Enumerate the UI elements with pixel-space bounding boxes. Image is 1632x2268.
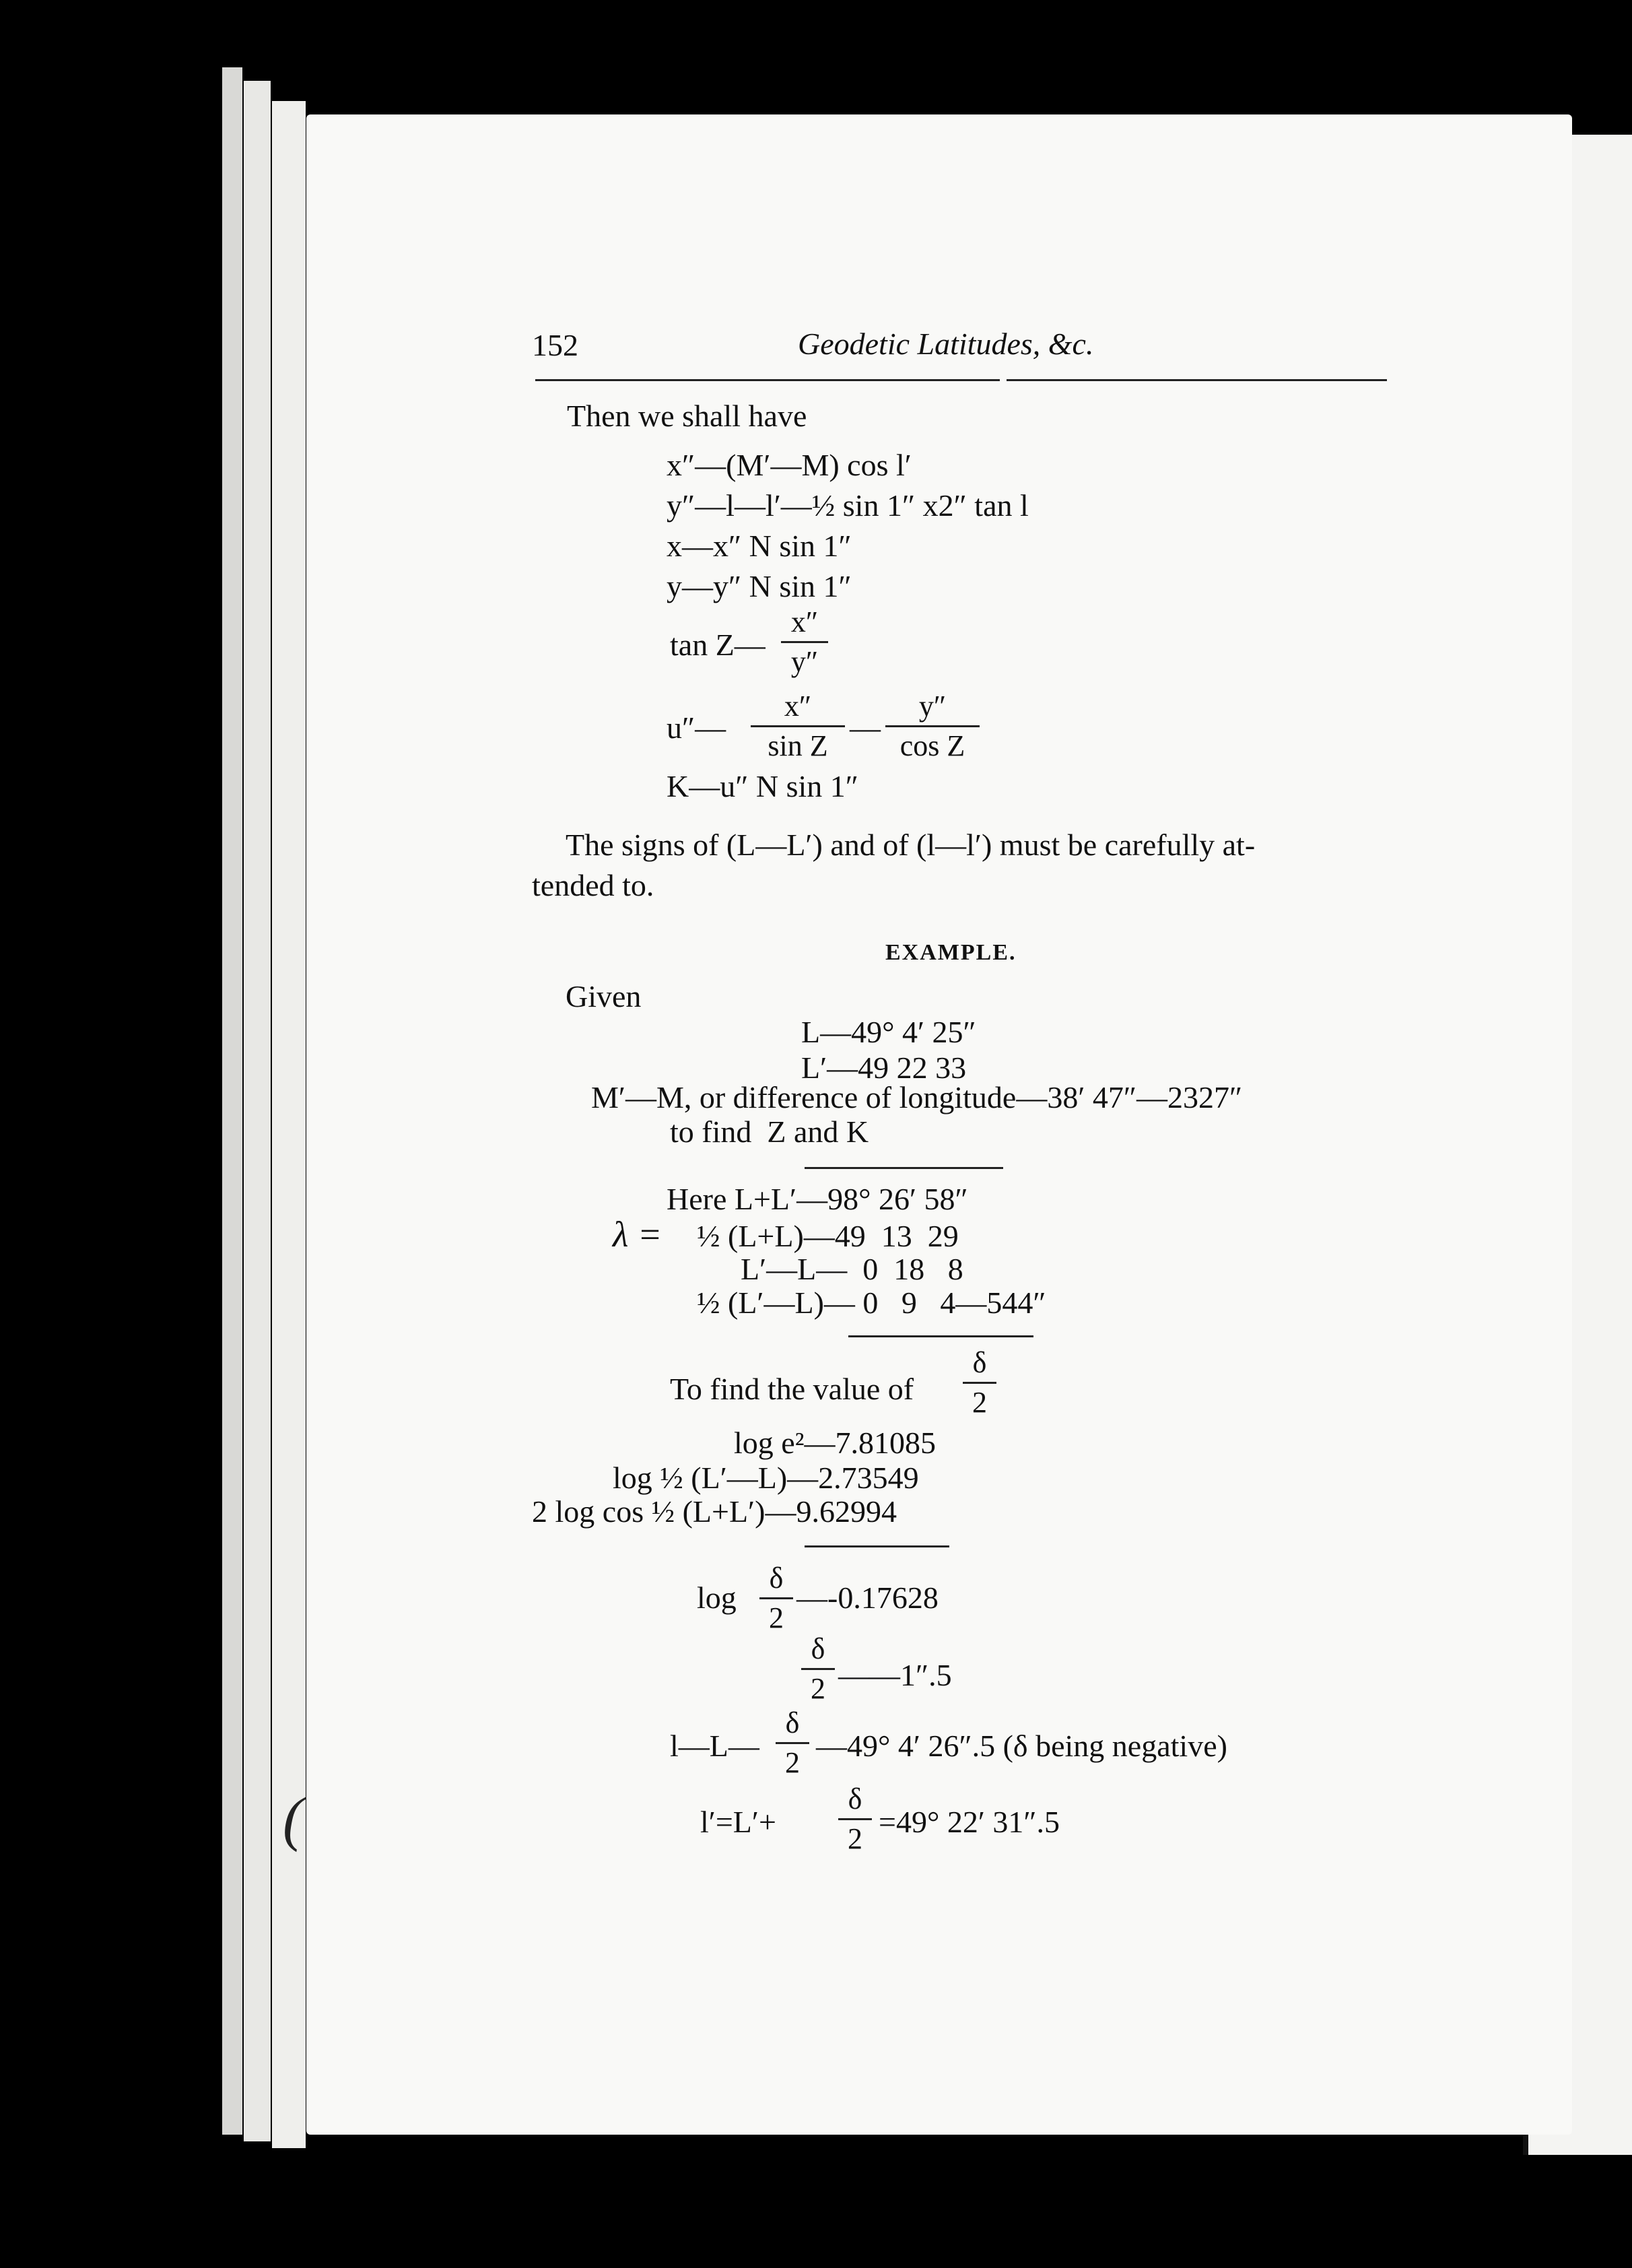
fraction-numerator: δ bbox=[785, 1706, 800, 1739]
formula-k: K—u″ N sin 1″ bbox=[667, 769, 858, 803]
page-number: 152 bbox=[532, 328, 578, 362]
result-4-right: =49° 22′ 31″.5 bbox=[879, 1805, 1060, 1839]
fraction-bar bbox=[751, 725, 845, 727]
fraction-bar bbox=[776, 1742, 809, 1744]
fraction-numerator: δ bbox=[972, 1346, 987, 1379]
fraction-denominator: cos Z bbox=[899, 729, 965, 762]
fraction-tanz bbox=[781, 606, 828, 678]
result-1-right: —-0.17628 bbox=[796, 1580, 939, 1615]
fraction-bar bbox=[963, 1382, 996, 1384]
formula-tanz: tan Z— bbox=[670, 628, 766, 662]
given-L: L—49° 4′ 25″ bbox=[801, 1015, 976, 1049]
header-rule bbox=[1007, 379, 1387, 381]
signs-paragraph: The signs of (L—L′) and of (l—l′) must be carefully at- bbox=[566, 828, 1256, 862]
header-rule bbox=[535, 379, 1000, 381]
given-longitude-diff: M′—M, or difference of longitude—38′ 47″—2327″ bbox=[591, 1080, 1243, 1114]
result-3-left: l—L— bbox=[670, 1729, 759, 1763]
formula-x: x″—(M′—M) cos l′ bbox=[667, 448, 912, 482]
fraction-denominator: 2 bbox=[811, 1672, 825, 1705]
fraction-denominator: 2 bbox=[972, 1386, 987, 1419]
running-title: Geodetic Latitudes, &c. bbox=[798, 327, 1094, 361]
formula-x-small: x—x″ N sin 1″ bbox=[667, 529, 852, 563]
here-line-1: Here L+L′—98° 26′ 58″ bbox=[667, 1182, 968, 1216]
fraction-denominator: y″ bbox=[790, 645, 819, 678]
here-line-2: ½ (L+L)—49 13 29 bbox=[697, 1219, 959, 1253]
fraction-denominator: 2 bbox=[785, 1746, 800, 1779]
fraction-denominator: 2 bbox=[848, 1822, 862, 1855]
fraction-delta bbox=[776, 1707, 809, 1779]
margin-pencil-mark: ( bbox=[283, 1786, 303, 1853]
fraction-numerator: x″ bbox=[784, 690, 812, 723]
example-heading: EXAMPLE. bbox=[885, 940, 1017, 965]
book-edge bbox=[244, 81, 271, 2141]
intro-text: Then we shall have bbox=[567, 399, 807, 433]
section-rule bbox=[805, 1545, 949, 1547]
fraction-delta bbox=[838, 1783, 872, 1855]
fraction-u1 bbox=[751, 690, 845, 762]
result-2-right: ——1″.5 bbox=[838, 1658, 952, 1692]
fraction-delta bbox=[801, 1633, 835, 1705]
signs-paragraph-cont: tended to. bbox=[532, 868, 654, 902]
fraction-numerator: δ bbox=[769, 1562, 784, 1595]
fraction-numerator: δ bbox=[848, 1782, 862, 1815]
fraction-denominator: 2 bbox=[769, 1601, 784, 1634]
fraction-bar bbox=[801, 1668, 835, 1670]
fraction-bar bbox=[885, 725, 980, 727]
result-3-right: —49° 4′ 26″.5 (δ being negative) bbox=[816, 1729, 1227, 1763]
fraction-numerator: y″ bbox=[918, 690, 947, 723]
book-edge bbox=[222, 67, 242, 2135]
result-1-left: log bbox=[697, 1580, 737, 1615]
formula-u: u″— bbox=[667, 710, 726, 745]
here-line-4: ½ (L′—L)— 0 9 4—544″ bbox=[697, 1286, 1046, 1320]
given-find: to find Z and K bbox=[670, 1114, 869, 1149]
log-line-1: log e²—7.81085 bbox=[734, 1426, 936, 1460]
result-4-left: l′=L′+ bbox=[700, 1805, 776, 1839]
log-line-3: 2 log cos ½ (L+L′)—9.62994 bbox=[532, 1494, 897, 1529]
fraction-u2 bbox=[885, 690, 980, 762]
log-line-2: log ½ (L′—L)—2.73549 bbox=[613, 1461, 919, 1495]
section-rule bbox=[848, 1335, 1033, 1337]
formula-y: y″—l—l′—½ sin 1″ x2″ tan l bbox=[667, 488, 1029, 523]
section-rule bbox=[805, 1167, 1003, 1169]
handwritten-lambda: λ = bbox=[613, 1214, 662, 1255]
fraction-denominator: sin Z bbox=[768, 729, 828, 762]
fraction-bar bbox=[838, 1818, 872, 1820]
here-line-3: L′—L— 0 18 8 bbox=[741, 1252, 963, 1286]
fraction-bar bbox=[781, 641, 828, 643]
given-Lp: L′—49 22 33 bbox=[801, 1050, 967, 1085]
fraction-numerator: δ bbox=[811, 1632, 825, 1665]
formula-u-equals: — bbox=[850, 710, 881, 745]
fraction-numerator: x″ bbox=[790, 605, 819, 638]
given-label: Given bbox=[566, 979, 642, 1013]
find-delta-text: To find the value of bbox=[670, 1372, 914, 1406]
fraction-delta bbox=[963, 1347, 996, 1419]
formula-y-small: y—y″ N sin 1″ bbox=[667, 569, 852, 603]
fraction-bar bbox=[759, 1597, 793, 1599]
fraction-delta bbox=[759, 1562, 793, 1634]
